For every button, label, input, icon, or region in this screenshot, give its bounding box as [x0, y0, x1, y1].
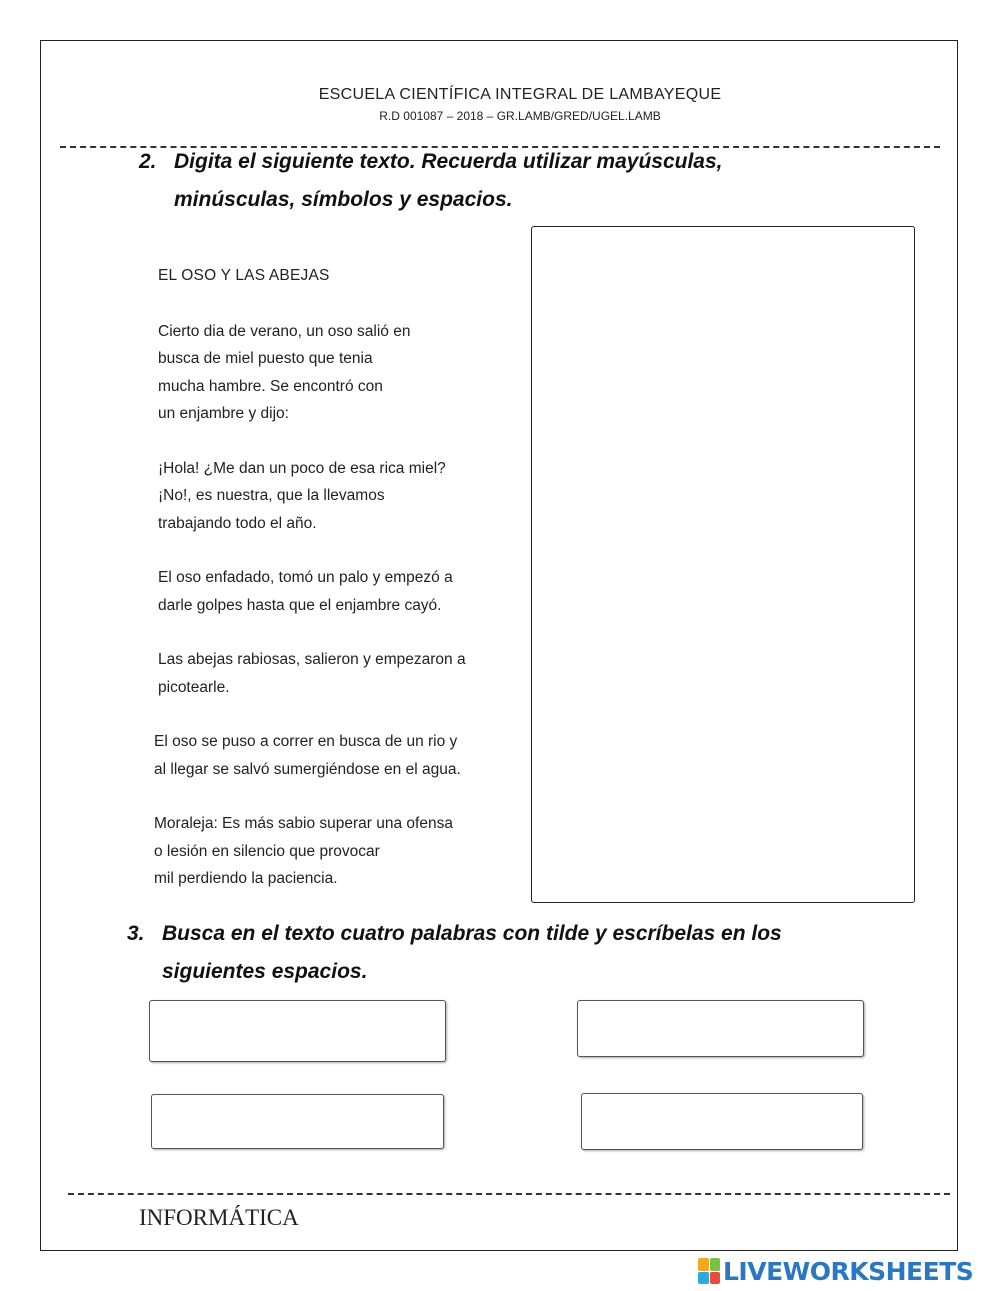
question-3: [127, 915, 927, 991]
question-text-line: siguientes espacios.: [162, 960, 368, 983]
story-line: picotearle.: [158, 678, 230, 696]
subject-label: INFORMÁTICA: [139, 1205, 299, 1230]
story-line: mil perdiendo la paciencia.: [154, 870, 338, 887]
story-paragraph: [158, 318, 518, 428]
question-number: 2.: [139, 150, 157, 173]
story-answer-box[interactable]: [531, 226, 915, 903]
story-line: un enjambre y dijo:: [158, 405, 289, 422]
story-line: trabajando todo el año.: [158, 514, 317, 532]
resolution-number: R.D 001087 – 2018 – GR.LAMB/GRED/UGEL.LAMB: [379, 109, 661, 123]
school-name: ESCUELA CIENTÍFICA INTEGRAL DE LAMBAYEQUE: [318, 86, 722, 103]
story-title: EL OSO Y LAS ABEJAS: [158, 267, 330, 284]
story-line: o lesión en silencio que provocar: [154, 842, 380, 860]
story-line: ¡No!, es nuestra, que la llevamos: [158, 487, 385, 504]
footer-divider: [68, 1193, 950, 1195]
question-number: 3.: [127, 922, 145, 945]
liveworksheets-wordmark: LIVEWORKSHEETS: [723, 1256, 974, 1286]
question-text-line: Digita el siguiente texto. Recuerda utilizar mayúsculas,: [174, 150, 723, 173]
story-line: El oso se puso a correr en busca de un rio y: [154, 733, 458, 750]
liveworksheets-icon: [698, 1258, 720, 1284]
word-answer-box-4[interactable]: [581, 1093, 863, 1150]
story-text: [154, 262, 518, 920]
question-text-line: minúsculas, símbolos y espacios.: [174, 188, 513, 211]
story-line: Cierto dia de verano, un oso salió en: [158, 322, 411, 340]
word-answer-box-1[interactable]: [149, 1000, 446, 1062]
word-answer-box-3[interactable]: [151, 1094, 444, 1149]
question-2: [139, 143, 919, 219]
liveworksheets-logo: [698, 1255, 973, 1287]
story-line: al llegar se salvó sumergiéndose en el agua.: [154, 760, 461, 778]
story-line: El oso enfadado, tomó un palo y empezó a: [158, 569, 453, 586]
story-line: Moraleja: Es más sabio superar una ofensa: [154, 815, 453, 832]
story-paragraph: [158, 455, 518, 538]
story-line: Las abejas rabiosas, salieron y empezaron a: [158, 651, 466, 668]
story-line: mucha hambre. Se encontró con: [158, 377, 383, 395]
story-paragraph: [158, 564, 518, 619]
story-paragraph: [158, 646, 518, 701]
story-line: busca de miel puesto que tenia: [158, 350, 373, 367]
word-answer-box-2[interactable]: [577, 1000, 864, 1057]
story-line: darle golpes hasta que el enjambre cayó.: [158, 596, 442, 614]
question-text-line: Busca en el texto cuatro palabras con tilde y escríbelas en los: [162, 922, 782, 945]
story-line: ¡Hola! ¿Me dan un poco de esa rica miel?: [158, 459, 446, 477]
story-paragraph: [154, 810, 518, 893]
story-paragraph: [154, 728, 518, 783]
